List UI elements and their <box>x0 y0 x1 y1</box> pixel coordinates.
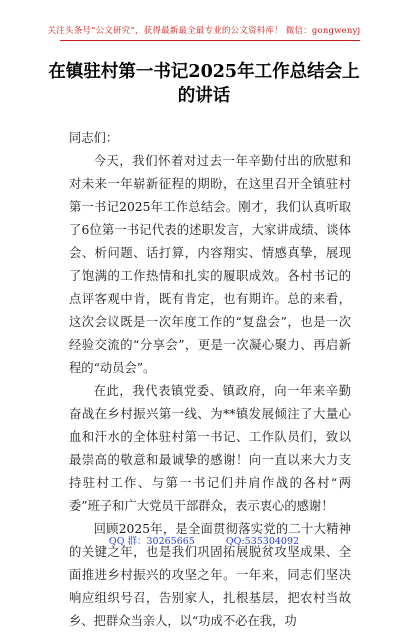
paragraph-opening: 今天，我们怀着对过去一年辛勤付出的欣慰和对未来一年崭新征程的期盼，在这里召开全镇驻村第一书记2025年工作总结会。刚才，我们认真听取了6位第一书记代表的述职发言，大家讲成绩、谈体会、析问题、话打算，内容翔实、情感真挚，展现了饱满的工作热情和扎实的履职成效。各村书记的点评客观中肯，既有肯定，也有期许。总的来看，这次会议既是一次年度工作的“复盘会”，也是一次经验交流的“分享会”，更是一次凝心聚力、再启新程的“动员会”。 <box>69 154 351 375</box>
footer-contact <box>0 533 408 547</box>
paragraph-review: 回顾2025年，是全面贯彻落实党的二十大精神的关键之年，也是我们巩固拓展脱贫攻坚成果、全面推进乡村振兴的攻坚之年。一年来，同志们坚决响应组织号召，告别家人，扎根基层，把农村当故乡、把群众当亲人，以“功成不必在我，功 <box>69 522 351 628</box>
header-divider <box>60 40 360 41</box>
footer-qq-group: QQ 群：30265665 <box>108 536 195 547</box>
document-title: 在镇驻村第一书记2025年工作总结会上的讲话 <box>48 62 360 106</box>
salutation: 同志们： <box>69 131 119 145</box>
document-body <box>69 127 351 633</box>
header-note: 关注头条号“公文研究”，获得最新最全最专业的公文资料库！ 微信：gongwenyj <box>47 26 361 36</box>
footer-qq: QQ:535304092 <box>225 536 300 547</box>
paragraph-thanks: 在此，我代表镇党委、镇政府，向一年来辛勤奋战在乡村振兴第一线、为**镇发展倾注了大量心血和汗水的全体驻村第一书记、工作队员们，致以最崇高的敬意和最诚挚的感谢！向一直以来大力支持驻村工作、与第一书记们并肩作战的各村“两委”班子和广大党员干部群众，表示衷心的感谢！ <box>69 384 351 513</box>
